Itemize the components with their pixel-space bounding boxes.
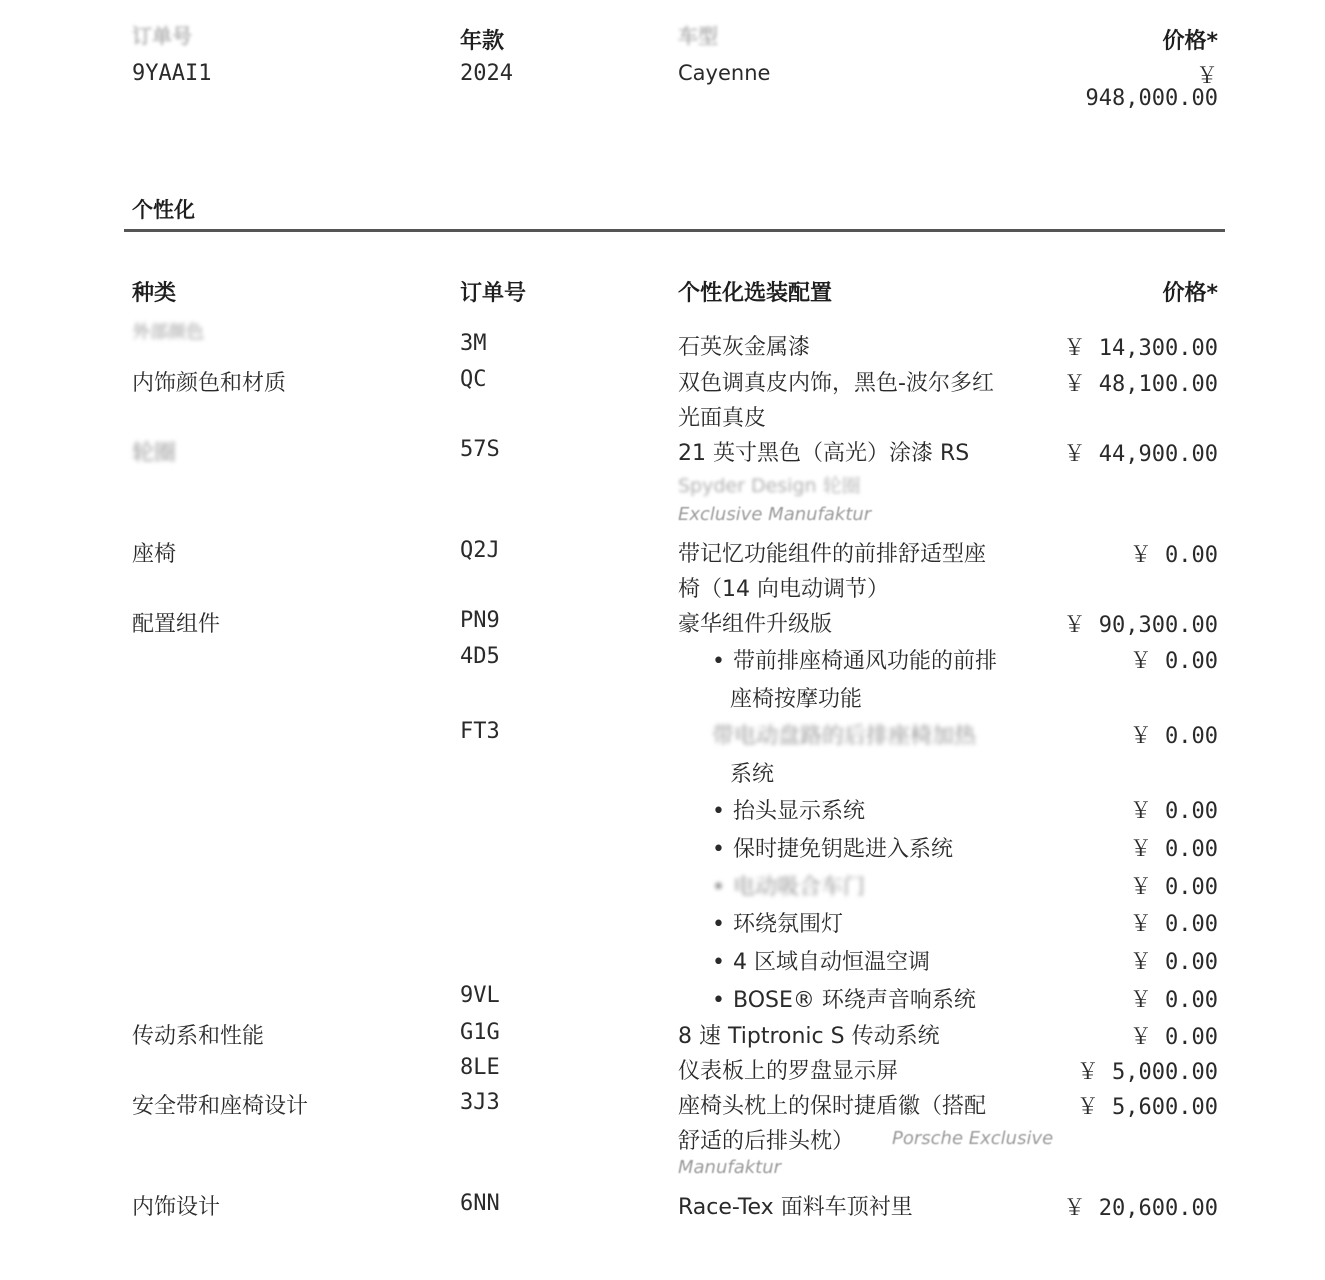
row-code: 4D5 <box>460 644 500 669</box>
row-option-line1: 座椅头枕上的保时捷盾徽（搭配 <box>678 1094 987 1119</box>
col-header-category: 种类 <box>132 281 177 306</box>
row-option: • 电动吸合车门 <box>712 870 865 901</box>
row-price: ￥ 0.00 <box>1129 988 1218 1013</box>
row-option-line1: 双色调真皮内饰，黑色-波尔多红 <box>678 371 994 396</box>
row-option-line2: 舒适的后排头枕） <box>678 1129 855 1154</box>
row-price: ￥ 0.00 <box>1129 875 1218 900</box>
section-divider <box>124 229 1225 232</box>
row-price: ￥ 0.00 <box>1129 837 1218 862</box>
row-option-line2: 座椅按摩功能 <box>730 687 863 712</box>
row-price: ￥ 0.00 <box>1129 724 1218 749</box>
top-label-year: 年款 <box>460 29 505 54</box>
row-category: 外部颜色 <box>132 322 204 343</box>
row-option-line2: 光面真皮 <box>678 406 767 431</box>
row-price: ￥ 0.00 <box>1129 1025 1218 1050</box>
row-code: FT3 <box>460 719 500 744</box>
row-option: 8 速 Tiptronic S 传动系统 <box>678 1024 940 1049</box>
row-code: 3M <box>460 331 487 356</box>
row-option-line2: Spyder Design 轮圈 <box>678 475 861 497</box>
row-code: 8LE <box>460 1055 500 1080</box>
top-price-value: 948,000.00 <box>1085 86 1218 111</box>
row-option-line1: 21 英寸黑色（高光）涂漆 RS <box>678 441 970 466</box>
row-code: G1G <box>460 1020 500 1045</box>
row-price: ￥ 0.00 <box>1129 950 1218 975</box>
row-price: ￥ 5,600.00 <box>1076 1095 1218 1120</box>
top-price-currency: ￥ <box>1195 64 1218 89</box>
row-option: • 保时捷免钥匙进入系统 <box>712 832 953 863</box>
row-price: ￥ 0.00 <box>1129 649 1218 674</box>
top-label-code: 订单号 <box>132 24 192 48</box>
row-option: • 抬头显示系统 <box>712 794 865 825</box>
row-option: • BOSE® 环绕声音响系统 <box>712 983 976 1014</box>
row-code: 57S <box>460 437 500 462</box>
row-category: 轮圈 <box>132 441 177 466</box>
row-category: 内饰设计 <box>132 1195 221 1220</box>
row-category: 内饰颜色和材质 <box>132 371 287 396</box>
row-price: ￥ 90,300.00 <box>1063 613 1218 638</box>
row-code: 3J3 <box>460 1090 500 1115</box>
row-price: ￥ 20,600.00 <box>1063 1196 1218 1221</box>
row-option: • 环绕氛围灯 <box>712 907 843 938</box>
row-code: Q2J <box>460 538 500 563</box>
row-option-line1: 带电动盘路的后排座椅加热 <box>712 724 977 749</box>
row-note: Manufaktur <box>678 1157 782 1178</box>
row-price: ￥ 44,900.00 <box>1063 442 1218 467</box>
row-code: QC <box>460 367 487 392</box>
row-price: ￥ 14,300.00 <box>1063 336 1218 361</box>
top-label-model: 车型 <box>678 24 718 48</box>
row-code: 6NN <box>460 1191 500 1216</box>
row-option-line1: 带记忆功能组件的前排舒适型座 <box>678 542 987 567</box>
top-label-price: 价格* <box>1162 29 1218 54</box>
row-category: 配置组件 <box>132 612 221 637</box>
row-price: ￥ 5,000.00 <box>1076 1060 1218 1085</box>
row-option: 石英灰金属漆 <box>678 335 811 360</box>
top-model: Cayenne <box>678 61 771 85</box>
row-price: ￥ 48,100.00 <box>1063 372 1218 397</box>
row-category: 座椅 <box>132 542 177 567</box>
section-title: 个性化 <box>132 198 195 222</box>
row-option: Race-Tex 面料车顶衬里 <box>678 1195 913 1220</box>
row-category: 安全带和座椅设计 <box>132 1094 309 1119</box>
row-price: ￥ 0.00 <box>1129 912 1218 937</box>
row-note: Exclusive Manufaktur <box>678 504 872 525</box>
row-price: ￥ 0.00 <box>1129 799 1218 824</box>
row-note-inline: Porsche Exclusive <box>892 1128 1054 1149</box>
row-price: ￥ 0.00 <box>1129 543 1218 568</box>
row-option-line1: • 带前排座椅通风功能的前排 <box>712 644 997 675</box>
col-header-price: 价格* <box>1162 281 1218 306</box>
row-option: 豪华组件升级版 <box>678 612 833 637</box>
row-option: 仪表板上的罗盘显示屏 <box>678 1059 899 1084</box>
top-code: 9YAAI1 <box>132 61 212 86</box>
row-category: 传动系和性能 <box>132 1024 265 1049</box>
col-header-code: 订单号 <box>460 281 527 306</box>
row-code: 9VL <box>460 983 500 1008</box>
row-option-line2: 椅（14 向电动调节） <box>678 577 889 602</box>
top-year: 2024 <box>460 61 513 86</box>
row-option-line2: 系统 <box>730 762 775 787</box>
row-code: PN9 <box>460 608 500 633</box>
col-header-option: 个性化选装配置 <box>678 281 833 306</box>
row-option: • 4 区域自动恒温空调 <box>712 945 930 976</box>
